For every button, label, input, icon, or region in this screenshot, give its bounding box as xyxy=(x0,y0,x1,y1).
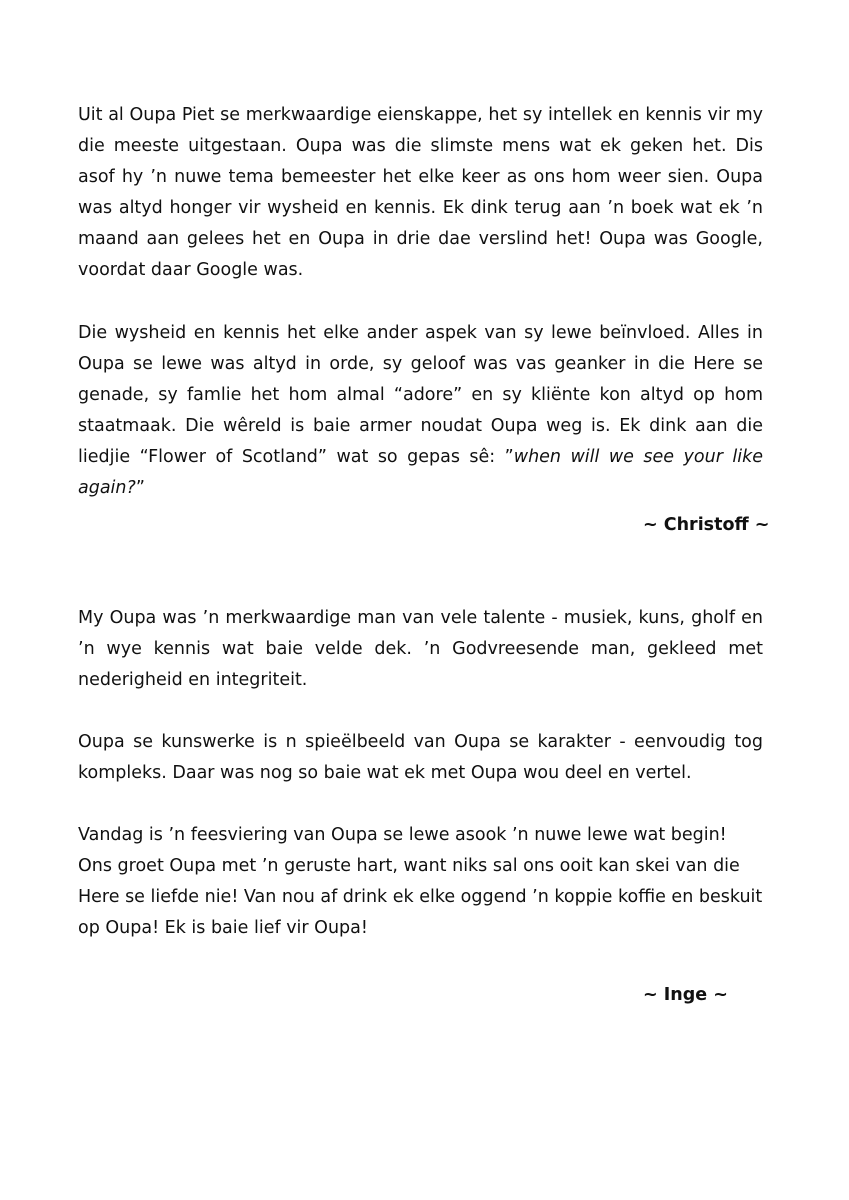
christoff-paragraph-2 xyxy=(78,318,763,504)
inge-paragraph-2: Oupa se kunswerke is n spieëlbeeld van Oupa se karakter - eenvoudig tog kompleks. Daar was nog so baie wat ek met Oupa wou deel en vertel. xyxy=(78,732,763,783)
christoff-paragraph-2-text: Die wysheid en kennis het elke ander aspek van sy lewe beïnvloed. Alles in Oupa se lewe was altyd in orde, sy geloof was vas geanker in die Here se genade, sy famlie het hom almal “adore” en sy kliënte kon altyd op hom staatmaak. Die wêreld is baie armer noudat Oupa weg is. Ek dink aan die liedjie “Flower of Scotland” wat so gepas sê: ” xyxy=(78,323,763,467)
song-quote: when will we see your like again? xyxy=(78,447,763,498)
signature-christoff: ~ Christoff ~ xyxy=(643,515,770,535)
inge-paragraph-1: My Oupa was ’n merkwaardige man van vele talente - musiek, kuns, gholf en ’n wye kennis wat baie velde dek. ’n Godvreesende man, gekleed met nederigheid en integriteit. xyxy=(78,608,763,690)
song-quote-close: ” xyxy=(135,478,145,498)
christoff-paragraph-1: Uit al Oupa Piet se merkwaardige eienskappe, het sy intellek en kennis vir my die meeste uitgestaan. Oupa was die slimste mens wat ek geken het. Dis asof hy ’n nuwe tema bemeester het elke keer as ons hom weer sien. Oupa was altyd honger vir wysheid en kennis. Ek dink terug aan ’n boek wat ek ’n maand aan gelees het en Oupa in drie dae verslind het! Oupa was Google, voordat daar Google was. xyxy=(78,105,763,280)
signature-inge: ~ Inge ~ xyxy=(643,985,728,1005)
inge-paragraph-3: Vandag is ’n feesviering van Oupa se lewe asook ’n nuwe lewe wat begin! Ons groet Oupa met ’n geruste hart, want niks sal ons ooit kan skei van die Here se liefde nie! Van nou af drink ek elke oggend ’n koppie koffie en beskuit op Oupa! Ek is baie lief vir Oupa! xyxy=(78,825,763,938)
